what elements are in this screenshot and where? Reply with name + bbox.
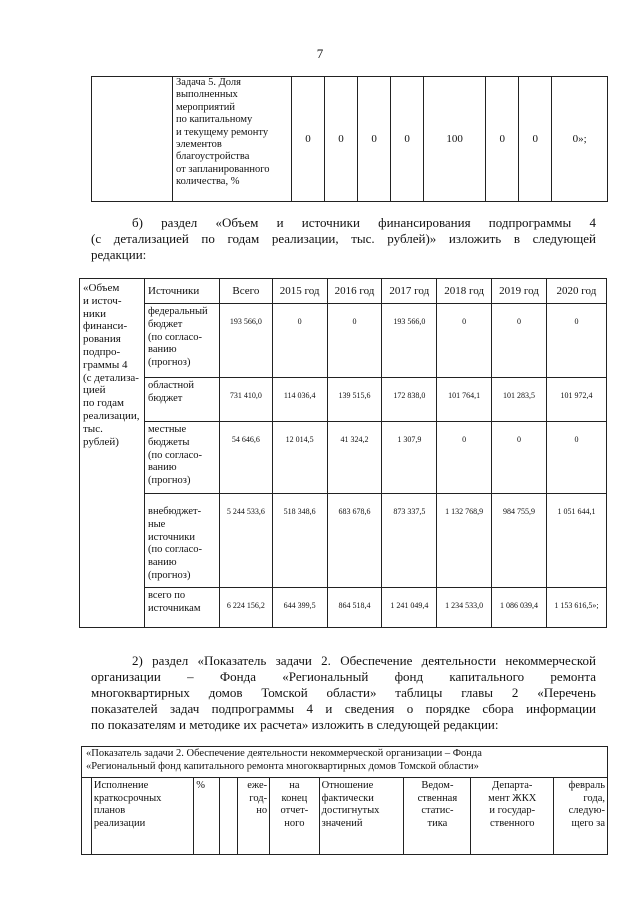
paragraph-b (91, 215, 596, 263)
task-line: элементов (176, 139, 222, 151)
source-cell (145, 304, 220, 378)
cell-line: статис- (421, 805, 454, 817)
cell-line: Отношение (321, 780, 374, 791)
value-cell: 1 307,9 (382, 422, 437, 494)
table-row (80, 304, 607, 378)
cell-line: но (256, 805, 268, 817)
cell-line: достигнутых (321, 805, 380, 817)
label-line: и источ- (83, 294, 122, 307)
value-cell: 100 (424, 77, 486, 202)
cell-line: ственного (489, 817, 535, 829)
value-cell: 6 224 156,2 (220, 588, 273, 628)
paragraph-line: (с детализацией по годам реализации, тыс. рублей)» изложить в следующей (91, 231, 596, 246)
cell-line: Ведом- (421, 780, 454, 791)
indicator-title-cell (82, 747, 608, 778)
paragraph-line: 2) раздел «Показатель задачи 2. Обеспечение деятельности некоммерческой (132, 653, 596, 668)
cell-line: конец (281, 792, 308, 804)
value-cell: 0 (492, 304, 547, 378)
source-line: ные (148, 518, 166, 530)
value-cell: 54 646,6 (220, 422, 273, 494)
financing-table (79, 278, 607, 628)
cell-line: года, (583, 792, 605, 804)
source-line: внебюджет- (148, 506, 202, 517)
source-line: бюджет (148, 318, 183, 330)
source-line: источники (148, 531, 195, 543)
cell-line: ственная (417, 792, 458, 804)
source-line: (прогноз) (148, 357, 191, 369)
title-line: «Региональный фонд капитального ремонта многоквартирных домов Томской области» (86, 760, 479, 772)
table-title-row (82, 747, 608, 778)
value-cell: 12 014,5 (272, 422, 327, 494)
label-line: тыс. (83, 422, 103, 435)
task-line: количества, % (176, 176, 240, 188)
value-cell: 101 283,5 (492, 378, 547, 422)
cell-line: планов (93, 805, 126, 817)
value-cell: 101 972,4 (546, 378, 606, 422)
value-cell: 518 348,6 (272, 494, 327, 588)
cell-line: краткосрочных (93, 792, 162, 804)
paragraph-line: многоквартирных домов Томской области» таблицы главы 2 «Перечень (91, 685, 596, 700)
label-line: рования (83, 333, 121, 346)
value-cell: 0 (546, 422, 606, 494)
source-line: местные (148, 424, 187, 435)
title-line: «Показатель задачи 2. Обеспечение деятельности некоммерческой организации – Фонда (86, 748, 482, 759)
value-cell: 1 241 049,4 (382, 588, 437, 628)
period-cell (270, 778, 320, 855)
label-line: подпро- (83, 345, 121, 358)
value-cell: 984 755,9 (492, 494, 547, 588)
value-cell: 101 764,1 (437, 378, 492, 422)
value-cell: 864 518,4 (327, 588, 382, 628)
value-cell: 644 399,5 (272, 588, 327, 628)
cell-line: реализации (93, 817, 146, 829)
source-line: областной (148, 380, 194, 391)
cell-line: значений (321, 817, 363, 829)
task-line: и текущему ремонту (176, 126, 269, 138)
value-cell: 873 337,5 (382, 494, 437, 588)
cell-line: и государ- (489, 805, 536, 817)
header-sources: Источники (145, 279, 220, 304)
cell-line: еже- (247, 780, 268, 791)
source-cell (404, 778, 471, 855)
empty-cell (219, 778, 238, 855)
paragraph-line: б) раздел «Объем и источники финансирования подпрограммы 4 (132, 215, 596, 230)
table-header-row (80, 279, 607, 304)
financing-label-cell (80, 279, 145, 628)
page-number: 7 (316, 46, 324, 61)
value-cell: 0 (292, 77, 325, 202)
value-cell: 193 566,0 (220, 304, 273, 378)
value-cell: 1 086 039,4 (492, 588, 547, 628)
table-cell (82, 778, 92, 855)
label-line: «Объем (83, 282, 120, 294)
cell-line: Исполнение (93, 780, 149, 791)
source-line: (прогноз) (148, 475, 191, 487)
value-cell: 0 (325, 77, 358, 202)
source-cell (145, 494, 220, 588)
paragraph-line: редакции: (91, 247, 147, 262)
value-cell: 0 (486, 77, 519, 202)
task-cell (173, 77, 292, 202)
table-row (80, 378, 607, 422)
indicator-table (81, 746, 608, 855)
label-line: по годам (83, 397, 124, 410)
value-cell: 0 (492, 422, 547, 494)
value-cell: 41 324,2 (327, 422, 382, 494)
value-cell: 0 (358, 77, 391, 202)
value-cell: 1 234 533,0 (437, 588, 492, 628)
frequency-cell (238, 778, 270, 855)
header-year: 2020 год (546, 279, 606, 304)
value-cell: 0»; (552, 77, 608, 202)
header-year: 2017 год (382, 279, 437, 304)
source-line: ванию (148, 344, 177, 356)
value-cell: 0 (391, 77, 424, 202)
task-line: от запланированного (176, 163, 270, 175)
cell-line: фактически (321, 792, 374, 804)
value-cell: 0 (437, 422, 492, 494)
cell-line: Департа- (492, 780, 533, 791)
source-cell (145, 378, 220, 422)
value-cell: 139 515,6 (327, 378, 382, 422)
label-line: цией (83, 384, 106, 397)
cell-line: на (289, 780, 300, 791)
task-line: по капитальному (176, 114, 253, 126)
cell-line: год- (249, 792, 268, 804)
cell-line: ного (284, 817, 305, 829)
value-cell: 0 (437, 304, 492, 378)
source-line: (по согласо- (148, 449, 202, 461)
cell-line: следую- (568, 805, 605, 817)
value-cell: 0 (546, 304, 606, 378)
source-line: (прогноз) (148, 569, 191, 581)
source-line: (по согласо- (148, 544, 202, 556)
header-year: 2019 год (492, 279, 547, 304)
value-cell: 0 (519, 77, 552, 202)
value-cell: 683 678,6 (327, 494, 382, 588)
cell-line: отчет- (280, 805, 309, 817)
label-line: граммы 4 (83, 358, 128, 371)
source-line: федеральный (148, 306, 208, 317)
source-line: (по согласо- (148, 331, 202, 343)
task-line: выполненных (176, 89, 238, 101)
header-year: 2015 год (272, 279, 327, 304)
table-row (80, 588, 607, 628)
responsible-cell (471, 778, 554, 855)
value-cell: 193 566,0 (382, 304, 437, 378)
value-cell: 172 838,0 (382, 378, 437, 422)
table-cell (92, 77, 173, 202)
method-cell (319, 778, 404, 855)
source-line: бюджеты (148, 436, 190, 448)
label-line: ники (83, 307, 107, 320)
cell-line: % (196, 780, 205, 791)
source-line: ванию (148, 557, 177, 569)
cell-line: щего за (571, 817, 605, 829)
value-cell: 114 036,4 (272, 378, 327, 422)
source-cell (145, 422, 220, 494)
table-row (92, 77, 608, 202)
header-total: Всего (220, 279, 273, 304)
paragraph-line: по показателям и методике их расчета» изложить в следующей редакции: (91, 717, 499, 732)
value-cell: 1 153 616,5»; (546, 588, 606, 628)
table-row (80, 494, 607, 588)
unit-cell (194, 778, 219, 855)
value-cell: 1 051 644,1 (546, 494, 606, 588)
task-line: благоустройства (176, 151, 250, 163)
value-cell: 5 244 533,6 (220, 494, 273, 588)
paragraph-line: показателей задач подпрограммы 4 и сведения о порядке сбора информации (91, 701, 596, 716)
value-cell: 731 410,0 (220, 378, 273, 422)
source-line: бюджет (148, 392, 183, 404)
table-row (80, 422, 607, 494)
source-line: всего по (148, 590, 186, 601)
paragraph-2 (91, 653, 596, 733)
label-line: реализации, (83, 409, 140, 422)
task5-table (91, 76, 608, 202)
value-cell: 0 (327, 304, 382, 378)
task-line: мероприятий (176, 101, 235, 113)
table-row (82, 778, 608, 855)
label-line: (с детализа- (83, 371, 139, 384)
task-line: Задача 5. Доля (176, 77, 241, 88)
label-line: финанси- (83, 320, 128, 333)
value-cell: 0 (272, 304, 327, 378)
deadline-cell (554, 778, 608, 855)
indicator-name-cell (91, 778, 193, 855)
cell-line: февраль (568, 780, 605, 791)
source-line: ванию (148, 462, 177, 474)
value-cell: 1 132 768,9 (437, 494, 492, 588)
source-line: источникам (148, 602, 201, 614)
label-line: рублей) (83, 435, 119, 448)
paragraph-line: организации – Фонда «Региональный фонд капитального ремонта (91, 669, 596, 684)
header-year: 2018 год (437, 279, 492, 304)
cell-line: мент ЖКХ (488, 792, 537, 804)
source-cell (145, 588, 220, 628)
header-year: 2016 год (327, 279, 382, 304)
cell-line: тика (427, 817, 448, 829)
